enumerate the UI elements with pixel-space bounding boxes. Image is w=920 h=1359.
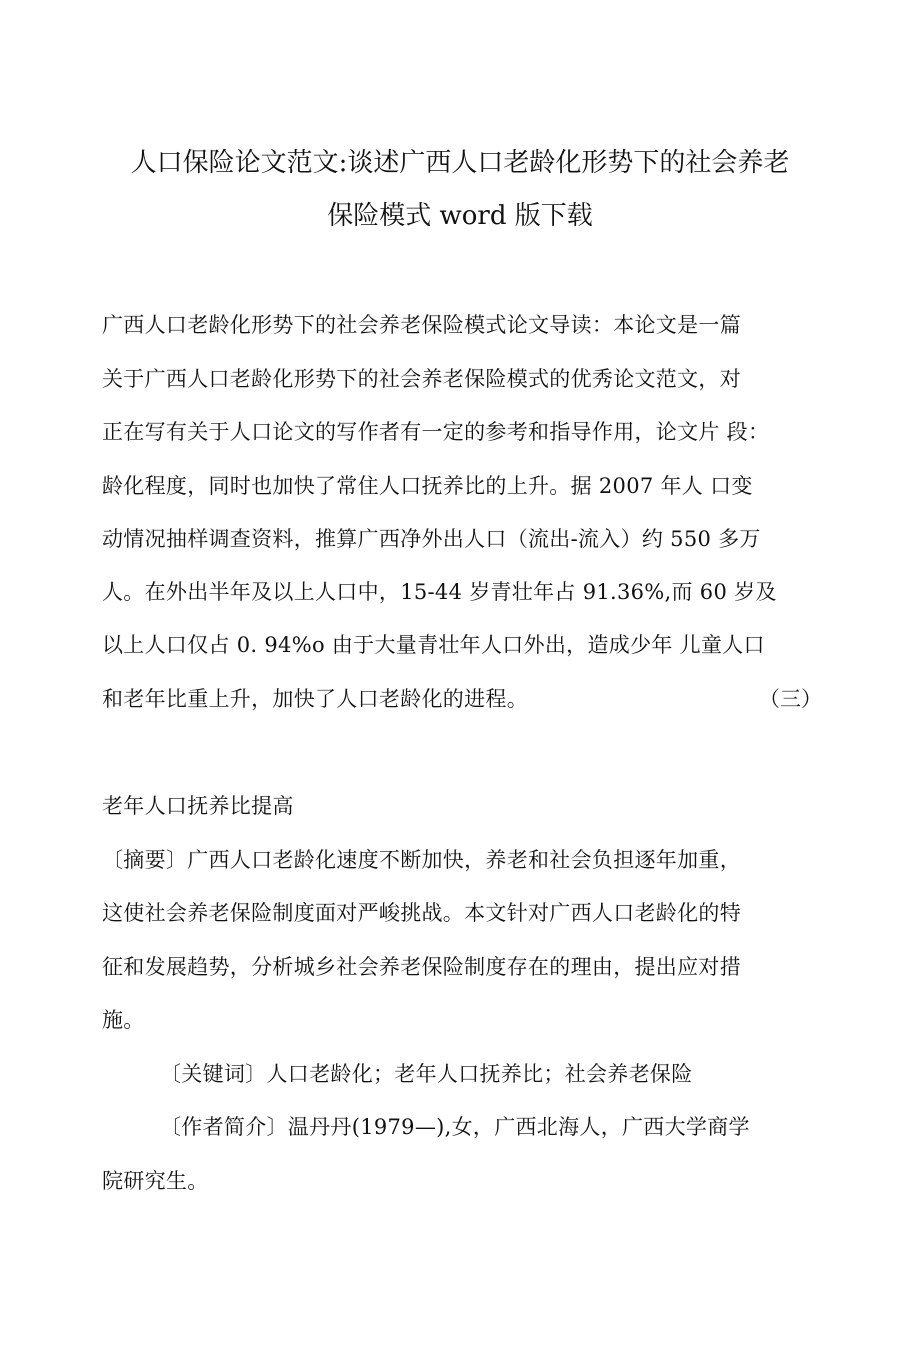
intro-line-1: 广西人口老龄化形势下的社会养老保险模式论文导读：本论文是一篇 <box>102 313 741 337</box>
section-marker: （三） <box>759 687 822 711</box>
abstract-line-4: 施。 <box>102 1008 145 1032</box>
abstract-line-2: 这使社会养老保险制度面对严峻挑战。本文针对广西人口老龄化的特 <box>102 901 741 925</box>
intro-line-7: 以上人口仅占 0. 94%o 由于大量青壮年人口外出，造成少年 儿童人口 <box>102 633 765 657</box>
intro-line-3: 正在写有关于人口论文的写作者有一定的参考和指导作用，论文片 段： <box>102 420 770 444</box>
intro-line-6: 人。在外出半年及以上人口中，15-44 岁青壮年占 91.36%,而 60 岁及 <box>102 580 777 604</box>
document-title-line-2: 保险模式 word 版下载 <box>327 201 593 231</box>
author-line-1: 〔作者简介〕温丹丹(1979—),女，广西北海人，广西大学商学 <box>160 1115 750 1139</box>
intro-line-5: 动情况抽样调查资料，推算广西净外出人口（流出-流入）约 550 多万 <box>102 527 761 551</box>
intro-line-2: 关于广西人口老龄化形势下的社会养老保险模式的优秀论文范文，对 <box>102 367 741 391</box>
document-title-line-1: 人口保险论文范文:谈述广西人口老龄化形势下的社会养老 <box>130 148 790 178</box>
abstract-line-1: 〔摘要〕广西人口老龄化速度不断加快，养老和社会负担逐年加重， <box>102 848 741 872</box>
keywords-line: 〔关键词〕人口老龄化；老年人口抚养比；社会养老保险 <box>160 1062 693 1086</box>
abstract-line-3: 征和发展趋势，分析城乡社会养老保险制度存在的理由，提出应对措 <box>102 955 741 979</box>
section-heading: 老年人口抚养比提高 <box>102 794 294 818</box>
intro-line-8: 和老年比重上升，加快了人口老龄化的进程。 <box>102 687 528 711</box>
author-line-2: 院研究生。 <box>102 1169 209 1193</box>
intro-line-4: 龄化程度，同时也加快了常住人口抚养比的上升。据 2007 年人 口变 <box>102 474 753 498</box>
